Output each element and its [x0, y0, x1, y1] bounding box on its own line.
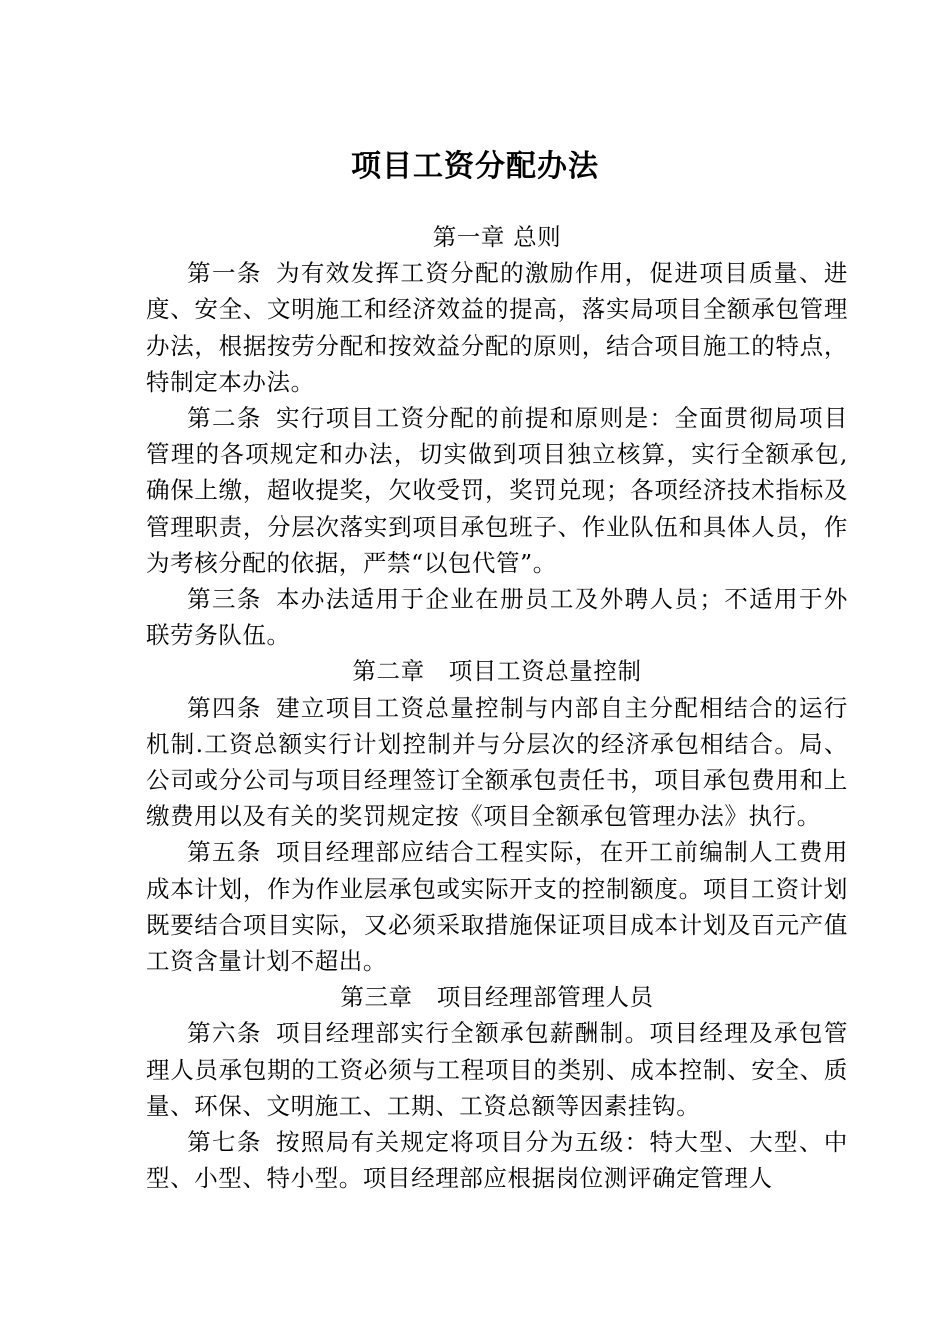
article-number: 第二条: [187, 404, 262, 433]
chapter-heading: 第三章 项目经理部管理人员: [340, 983, 654, 1012]
chapter-heading: 第二章 项目工资总量控制: [352, 657, 642, 686]
article-text: 本办法适用于企业在册员工及外聘人员；不适用于外联劳务队伍。: [146, 585, 848, 650]
article-text: 按照局有关规定将项目分为五级：特大型、大型、中型、小型、特小型。项目经理部应根据岗位测评确定管理人: [146, 1128, 848, 1193]
article-number: 第六条: [187, 1019, 262, 1048]
document-title: 项目工资分配办法: [351, 149, 599, 184]
article-paragraph: [146, 400, 848, 581]
article-number: 第四条: [187, 693, 262, 722]
article-number: 第三条: [187, 585, 262, 614]
article-number: 第一条: [187, 259, 262, 288]
chapter-heading: 第一章 总则: [432, 223, 562, 251]
document-body: [146, 219, 848, 1196]
article-number: 第五条: [187, 838, 262, 867]
article-paragraph: [146, 255, 848, 400]
article-text: 建立项目工资总量控制与内部自主分配相结合的运行机制.工资总额实行计划控制并与分层次的经济承包相结合。局、公司或分公司与项目经理签订全额承包责任书，项目承包费用和上缴费用以及有关的奖罚规定按《项目全额承包管理办法》执行。: [146, 693, 848, 831]
article-paragraph: [146, 581, 848, 653]
article-text: 项目经理部应结合工程实际，在开工前编制人工费用成本计划，作为作业层承包或实际开支的控制额度。项目工资计划既要结合项目实际，又必须采取措施保证项目成本计划及百元产值工资含量计划不超出。: [146, 838, 848, 976]
article-paragraph: [146, 1015, 848, 1124]
article-paragraph: [146, 1124, 848, 1196]
article-number: 第七条: [187, 1128, 262, 1157]
article-text: 实行项目工资分配的前提和原则是：全面贯彻局项目管理的各项规定和办法，切实做到项目独立核算，实行全额承包,确保上缴，超收提奖，欠收受罚，奖罚兑现；各项经济技术指标及管理职责，分层次落实到项目承包班子、作业队伍和具体人员，作为考核分配的依据，严禁“以包代管”。: [146, 404, 848, 577]
article-text: 为有效发挥工资分配的激励作用，促进项目质量、进度、安全、文明施工和经济效益的提高，落实局项目全额承包管理办法，根据按劳分配和按效益分配的原则，结合项目施工的特点，特制定本办法。: [146, 259, 848, 396]
article-paragraph: [146, 690, 848, 835]
article-paragraph: [146, 834, 848, 979]
article-text: 项目经理部实行全额承包薪酬制。项目经理及承包管理人员承包期的工资必须与工程项目的类别、成本控制、安全、质量、环保、文明施工、工期、工资总额等因素挂钩。: [146, 1019, 848, 1120]
